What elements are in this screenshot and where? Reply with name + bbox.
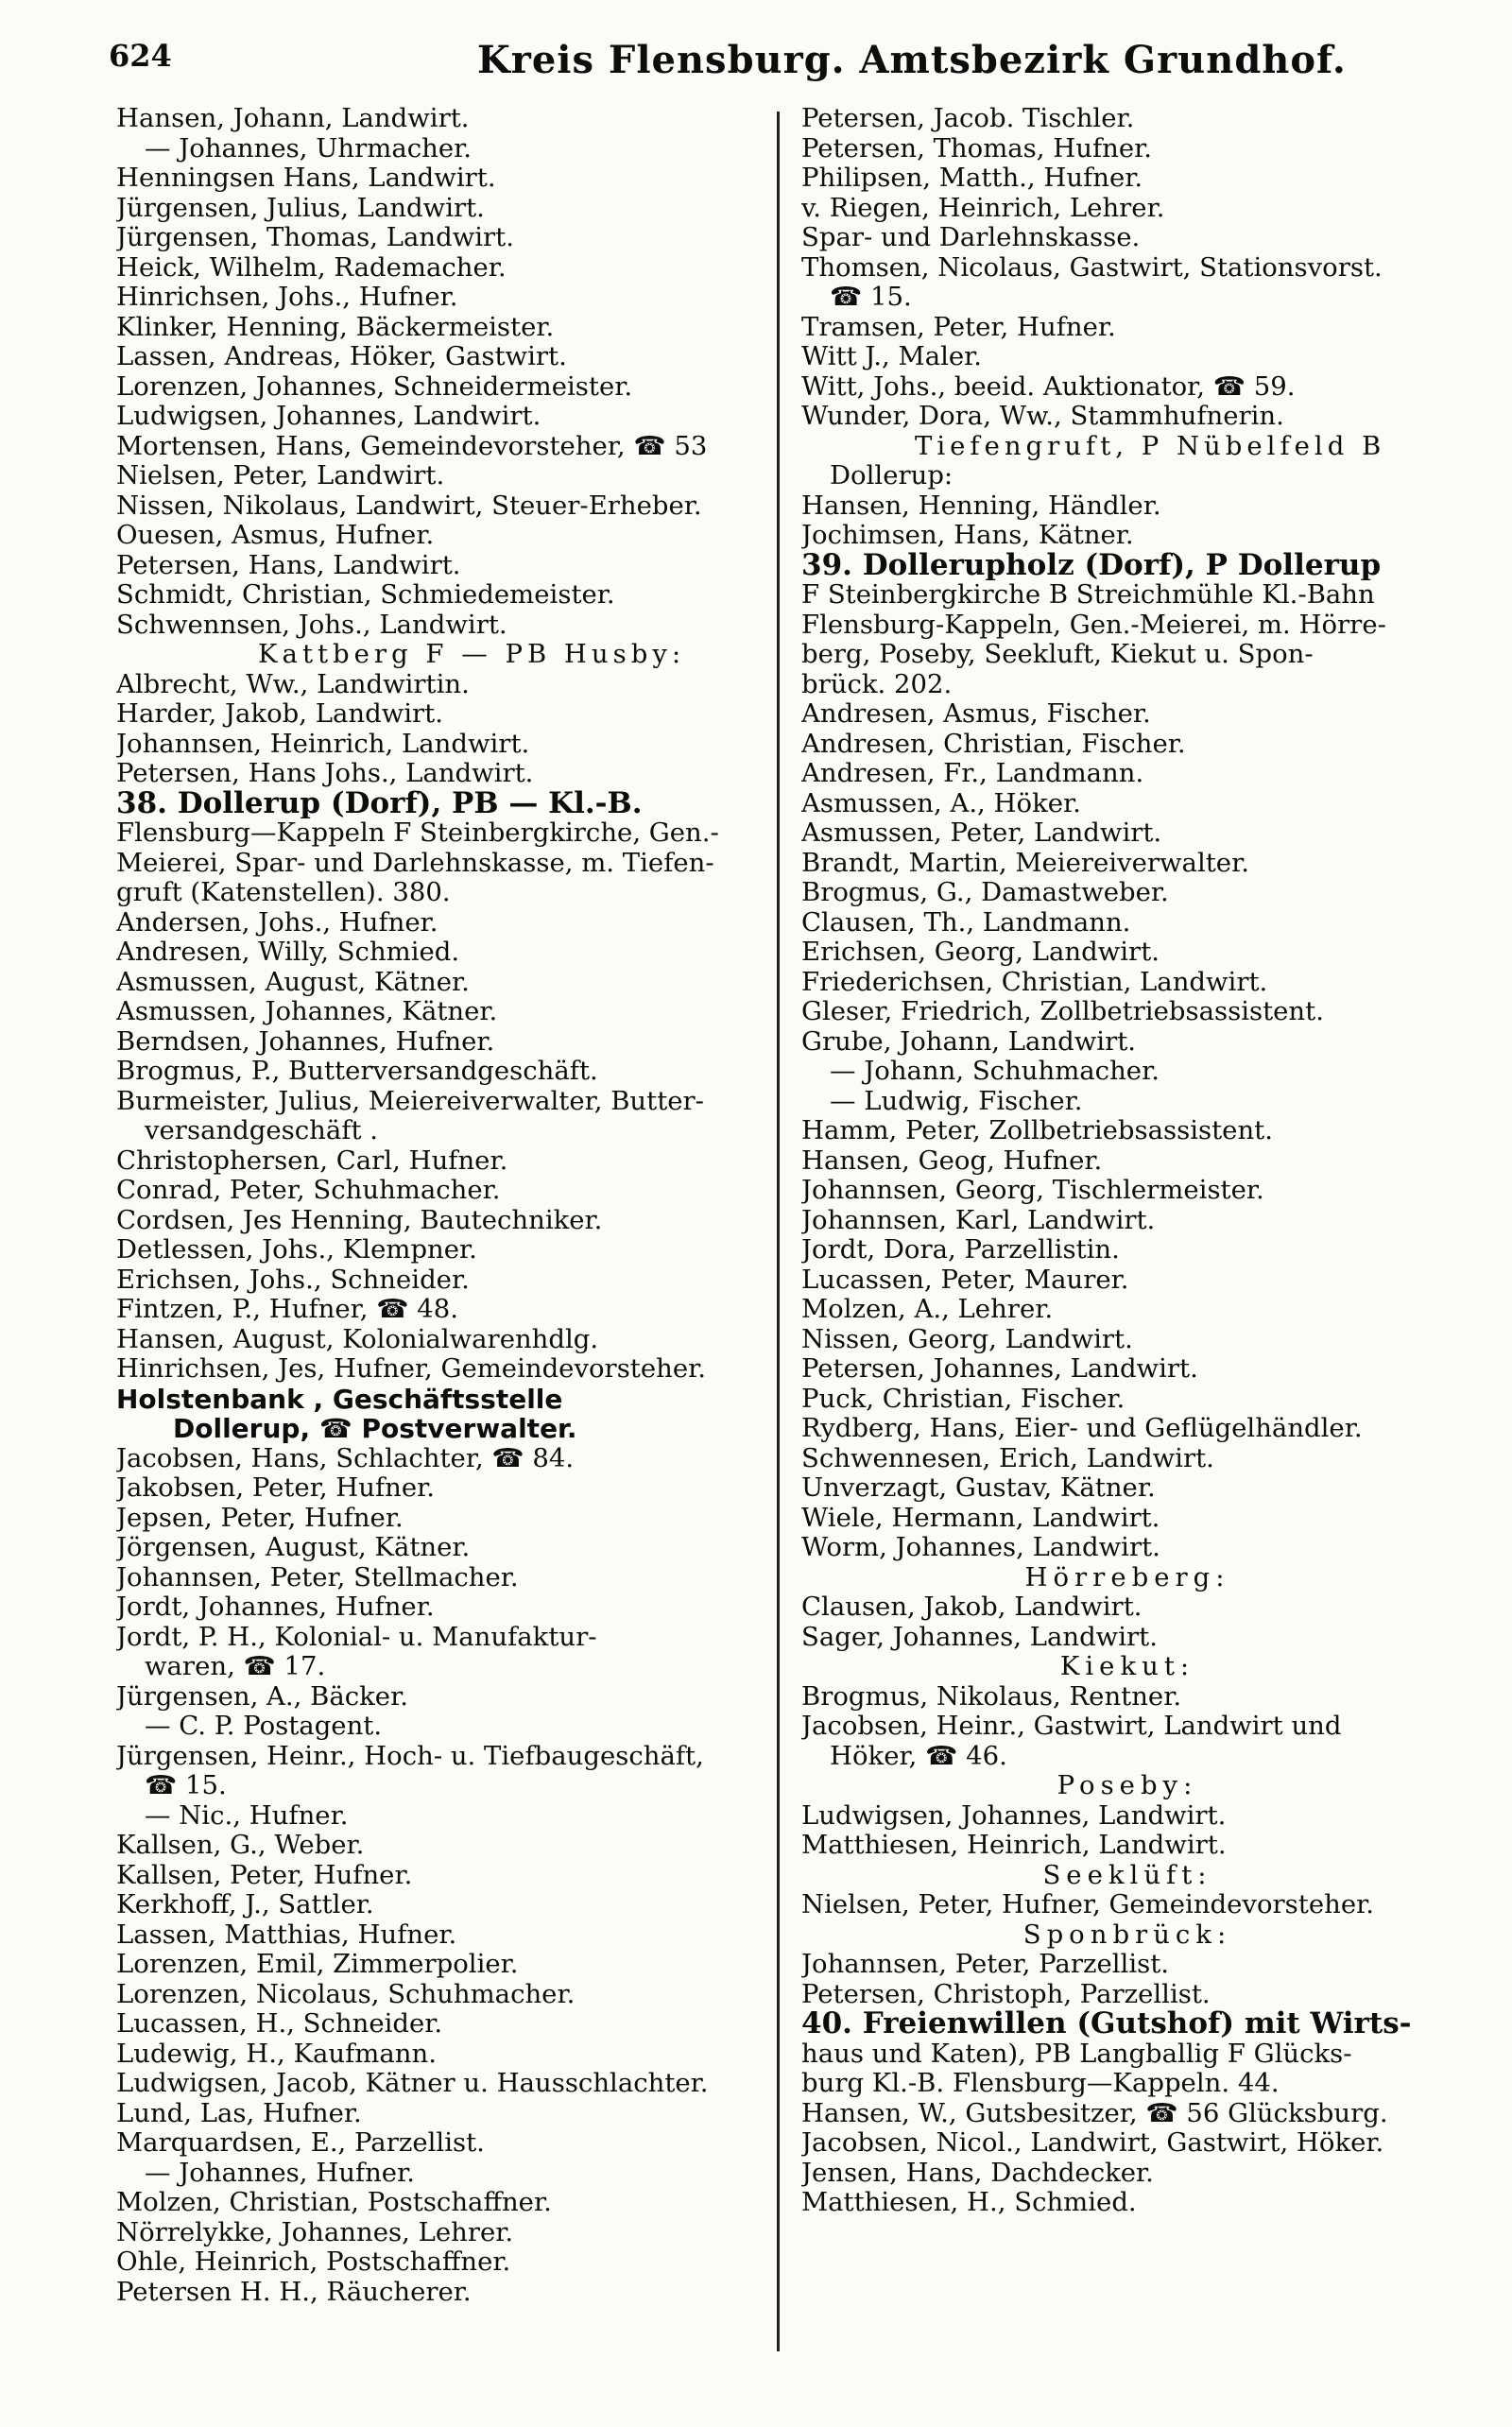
entry-line: Asmussen, Peter, Landwirt. (801, 818, 1162, 848)
section-text: burg Kl.-B. Flensburg—Kappeln. 44. (801, 2069, 1280, 2098)
entry-line: Schwennsen, Johs., Landwirt. (116, 610, 507, 640)
entry-line: Ludwigsen, Johannes, Landwirt. (116, 402, 541, 431)
entry-line: Lorenzen, Nicolaus, Schuhmacher. (116, 1979, 576, 2009)
subsection-heading: Hörreberg: (1024, 1562, 1230, 1592)
bank-advert-line: Holstenbank , Geschäftsstelle (116, 1384, 563, 1414)
section-text: berg, Poseby, Seekluft, Kiekut u. Spon- (801, 640, 1314, 669)
entry-line: Lorenzen, Emil, Zimmerpolier. (116, 1950, 519, 1979)
subsection-heading: Poseby: (1057, 1771, 1198, 1800)
entry-line: Heick, Wilhelm, Rademacher. (116, 252, 507, 283)
entry-line: Petersen, Johannes, Landwirt. (801, 1354, 1198, 1384)
section-heading: 38. Dollerup (Dorf), PB — Kl.-B. (116, 788, 643, 818)
entry-line: Spar- und Darlehnskasse. (801, 223, 1141, 252)
entry-line: Nissen, Nikolaus, Landwirt, Steuer-Erheber. (116, 491, 702, 521)
entry-line: Jordt, P. H., Kolonial- u. Manufaktur- (116, 1622, 597, 1652)
entry-line: Jakobsen, Peter, Hufner. (116, 1473, 436, 1503)
entry-line: Asmussen, Johannes, Kätner. (116, 997, 498, 1026)
column-divider (777, 112, 780, 2351)
entry-line: versandgeschäft . (145, 1116, 378, 1145)
entry-line: — Johannes, Uhrmacher. (145, 133, 472, 164)
entry-line: Philipsen, Matth., Hufner. (801, 164, 1143, 193)
entry-line: Clausen, Jakob, Landwirt. (801, 1592, 1143, 1622)
entry-line: Henningsen Hans, Landwirt. (116, 164, 496, 193)
entry-line: Puck, Christian, Fischer. (801, 1384, 1125, 1414)
entry-line: Asmussen, A., Höker. (801, 788, 1081, 818)
entry-line: Petersen H. H., Räucherer. (116, 2277, 472, 2307)
entry-line: Lucassen, H., Schneider. (116, 2009, 443, 2039)
entry-line: Petersen, Hans Johs., Landwirt. (116, 759, 534, 788)
section-heading: 40. Freienwillen (Gutshof) mit Wirts- (801, 2009, 1412, 2040)
entry-line: — Johannes, Hufner. (145, 2158, 415, 2188)
entry-line: Hinrichsen, Johs., Hufner. (116, 283, 458, 312)
entry-line: Kallsen, G., Weber. (116, 1831, 365, 1860)
entry-line: — Johann, Schuhmacher. (830, 1057, 1160, 1086)
entry-line: Brogmus, G., Damastweber. (801, 878, 1169, 907)
entry-line: Hinrichsen, Jes, Hufner, Gemeindevorsteher. (116, 1354, 706, 1384)
entry-line: Worm, Johannes, Landwirt. (801, 1533, 1160, 1562)
entry-line: Sager, Johannes, Landwirt. (801, 1622, 1158, 1652)
entry-line: Jordt, Johannes, Hufner. (116, 1592, 435, 1622)
section-text: brück. 202. (801, 669, 953, 699)
left-column (116, 104, 759, 2307)
entry-line: Unverzagt, Gustav, Kätner. (801, 1473, 1156, 1503)
entry-line: Witt J., Maler. (801, 342, 983, 371)
entry-line: Schmidt, Christian, Schmiedemeister. (116, 580, 615, 610)
right-column (801, 104, 1453, 2218)
section-text: Flensburg-Kappeln, Gen.-Meierei, m. Hörre- (801, 610, 1386, 640)
entry-line: Andresen, Willy, Schmied. (116, 938, 460, 967)
entry-line: Wunder, Dora, Ww., Stammhufnerin. (801, 402, 1284, 431)
entry-line: Lorenzen, Johannes, Schneidermeister. (116, 371, 633, 402)
entry-line: Erichsen, Georg, Landwirt. (801, 938, 1160, 967)
entry-line: Johannsen, Georg, Tischlermeister. (801, 1176, 1264, 1205)
entry-line: Johannsen, Karl, Landwirt. (801, 1205, 1156, 1235)
entry-line: Brandt, Martin, Meiereiverwalter. (801, 848, 1249, 878)
entry-line: Jordt, Dora, Parzellistin. (801, 1235, 1120, 1265)
entry-line: Lassen, Matthias, Hufner. (116, 1919, 457, 1950)
entry-line: Berndsen, Johannes, Hufner. (116, 1026, 495, 1057)
entry-line: — C. P. Postagent. (145, 1712, 383, 1741)
entry-line: Friederichsen, Christian, Landwirt. (801, 967, 1268, 997)
entry-line: Andresen, Fr., Landmann. (801, 759, 1144, 788)
entry-line: Gleser, Friedrich, Zollbetriebsassistent. (801, 997, 1324, 1026)
entry-line: Petersen, Jacob. Tischler. (801, 104, 1135, 133)
subsection-heading: Seeklüft: (1042, 1860, 1212, 1890)
entry-line: Wiele, Hermann, Landwirt. (801, 1503, 1160, 1533)
entry-line: Höker, ☎ 46. (830, 1741, 1007, 1771)
subsection-heading: Kiekut: (1059, 1652, 1195, 1681)
entry-line: Andresen, Asmus, Fischer. (801, 699, 1151, 729)
entry-line: Matthiesen, H., Schmied. (801, 2188, 1137, 2217)
entry-line: Johannsen, Heinrich, Landwirt. (116, 729, 530, 759)
entry-line: Marquardsen, E., Parzellist. (116, 2128, 485, 2158)
entry-line: Matthiesen, Heinrich, Landwirt. (801, 1831, 1227, 1860)
entry-line: Johannsen, Peter, Stellmacher. (116, 1562, 519, 1592)
entry-line: Kerkhoff, J., Sattler. (116, 1890, 374, 1919)
entry-line: Hamm, Peter, Zollbetriebsassistent. (801, 1116, 1273, 1145)
running-title: Kreis Flensburg. Amtsbezirk Grundhof. (477, 38, 1347, 82)
entry-line: Tramsen, Peter, Hufner. (801, 312, 1116, 342)
entry-line: Lassen, Andreas, Höker, Gastwirt. (116, 342, 567, 371)
entry-line: v. Riegen, Heinrich, Lehrer. (801, 193, 1165, 223)
entry-line: Jensen, Hans, Dachdecker. (801, 2158, 1154, 2188)
entry-line: Ludewig, H., Kaufmann. (116, 2039, 437, 2069)
subsection-heading: Sponbrück: (1022, 1919, 1232, 1950)
entry-line: Lund, Las, Hufner. (116, 2098, 362, 2128)
entry-line: Nielsen, Peter, Hufner, Gemeindevorsteher. (801, 1890, 1374, 1919)
section-text: gruft (Katenstellen). 380. (116, 878, 451, 907)
entry-line: Petersen, Thomas, Hufner. (801, 133, 1152, 164)
entry-line: Albrecht, Ww., Landwirtin. (116, 669, 470, 699)
bank-advert-line: Dollerup, ☎ Postverwalter. (173, 1414, 577, 1444)
entry-line: Cordsen, Jes Henning, Bautechniker. (116, 1205, 603, 1235)
entry-line: Hansen, Henning, Händler. (801, 491, 1161, 521)
entry-line: Klinker, Henning, Bäckermeister. (116, 312, 555, 342)
entry-line: Jepsen, Peter, Hufner. (116, 1503, 404, 1533)
entry-line: Jürgensen, Thomas, Landwirt. (116, 223, 514, 252)
entry-line: ☎ 15. (145, 1771, 227, 1800)
entry-line: Conrad, Peter, Schuhmacher. (116, 1176, 501, 1205)
entry-line: Andersen, Johs., Hufner. (116, 907, 438, 938)
entry-line: Petersen, Christoph, Parzellist. (801, 1979, 1211, 2009)
subsection-heading: Kattberg F — PB Husby: (258, 640, 686, 669)
entry-line: ☎ 15. (830, 283, 912, 312)
entry-line: Clausen, Th., Landmann. (801, 907, 1131, 938)
entry-line: Ludwigsen, Jacob, Kätner u. Hausschlachter. (116, 2069, 709, 2098)
entry-line: Thomsen, Nicolaus, Gastwirt, Stationsvorst. (801, 252, 1383, 283)
page-number: 624 (109, 38, 172, 74)
entry-line: Molzen, A., Lehrer. (801, 1295, 1054, 1324)
entry-line: Asmussen, August, Kätner. (116, 967, 470, 997)
entry-line: Mortensen, Hans, Gemeindevorsteher, ☎ 53 (116, 431, 708, 461)
entry-line: Nielsen, Peter, Landwirt. (116, 461, 445, 491)
entry-line: Jacobsen, Heinr., Gastwirt, Landwirt und (801, 1712, 1342, 1741)
page-header (109, 38, 1451, 91)
entry-line: Jacobsen, Nicol., Landwirt, Gastwirt, Höker. (801, 2128, 1384, 2158)
subsection-heading: Tiefengruft, P Nübelfeld B (915, 431, 1386, 461)
entry-line: Brogmus, Nikolaus, Rentner. (801, 1681, 1182, 1712)
entry-line: Jochimsen, Hans, Kätner. (801, 521, 1134, 550)
entry-line: Schwennesen, Erich, Landwirt. (801, 1443, 1214, 1473)
subsection-heading: Dollerup: (830, 461, 954, 491)
entry-line: Hansen, August, Kolonialwarenhdlg. (116, 1324, 599, 1354)
entry-line: Fintzen, P., Hufner, ☎ 48. (116, 1295, 458, 1324)
entry-line: Jacobsen, Hans, Schlachter, ☎ 84. (116, 1443, 575, 1473)
entry-line: Nissen, Georg, Landwirt. (801, 1324, 1133, 1354)
entry-line: Nörrelykke, Johannes, Lehrer. (116, 2217, 514, 2247)
entry-line: Detlessen, Johs., Klempner. (116, 1235, 477, 1265)
entry-line: Ouesen, Asmus, Hufner. (116, 521, 435, 550)
entry-line: Jürgensen, Julius, Landwirt. (116, 193, 485, 223)
entry-line: waren, ☎ 17. (145, 1652, 326, 1681)
entry-line: Burmeister, Julius, Meiereiverwalter, Butter- (116, 1086, 704, 1116)
section-text: Flensburg—Kappeln F Steinbergkirche, Gen.- (116, 818, 719, 848)
entry-line: Petersen, Hans, Landwirt. (116, 550, 461, 580)
entry-line: Brogmus, P., Butterversandgeschäft. (116, 1057, 598, 1086)
entry-line: — Ludwig, Fischer. (830, 1086, 1083, 1116)
entry-line: — Nic., Hufner. (145, 1800, 349, 1831)
entry-line: Hansen, Johann, Landwirt. (116, 104, 470, 133)
entry-line: Jürgensen, Heinr., Hoch- u. Tiefbaugeschäft, (116, 1741, 704, 1771)
entry-line: Kallsen, Peter, Hufner. (116, 1860, 413, 1890)
entry-line: Hansen, Geog, Hufner. (801, 1145, 1103, 1176)
section-text: haus und Katen), PB Langballig F Glücks- (801, 2039, 1352, 2069)
entry-line: Rydberg, Hans, Eier- und Geflügelhändler. (801, 1414, 1363, 1443)
entry-line: Hansen, W., Gutsbesitzer, ☎ 56 Glücksburg. (801, 2098, 1388, 2128)
entry-line: Ohle, Heinrich, Postschaffner. (116, 2247, 511, 2277)
entry-line: Andresen, Christian, Fischer. (801, 729, 1186, 759)
entry-line: Harder, Jakob, Landwirt. (116, 699, 443, 729)
entry-line: Lucassen, Peter, Maurer. (801, 1265, 1129, 1295)
section-heading: 39. Dollerupholz (Dorf), P Dollerup (801, 550, 1382, 580)
entry-line: Witt, Johs., beeid. Auktionator, ☎ 59. (801, 371, 1296, 402)
entry-line: Christophersen, Carl, Hufner. (116, 1145, 508, 1176)
section-text: F Steinbergkirche B Streichmühle Kl.-Bahn (801, 580, 1375, 610)
entry-line: Johannsen, Peter, Parzellist. (801, 1950, 1170, 1979)
entry-line: Jürgensen, A., Bäcker. (116, 1681, 408, 1712)
entry-line: Ludwigsen, Johannes, Landwirt. (801, 1800, 1227, 1831)
entry-line: Grube, Johann, Landwirt. (801, 1026, 1137, 1057)
entry-line: Jörgensen, August, Kätner. (116, 1533, 471, 1562)
entry-line: Erichsen, Johs., Schneider. (116, 1265, 470, 1295)
entry-line: Molzen, Christian, Postschaffner. (116, 2188, 552, 2217)
section-text: Meierei, Spar- und Darlehnskasse, m. Tiefen- (116, 848, 714, 878)
